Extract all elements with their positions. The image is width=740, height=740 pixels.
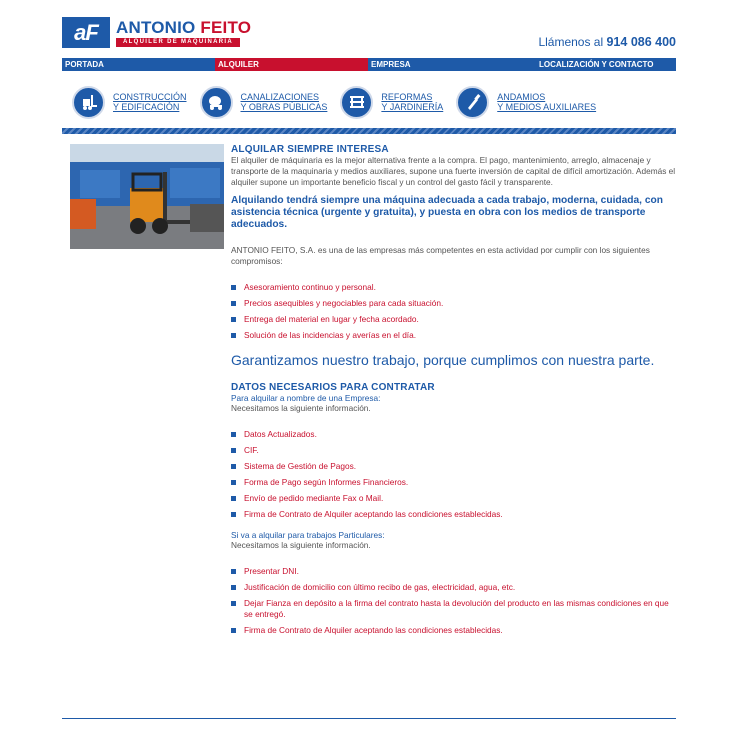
intro-paragraph: El alquiler de máquinaria es la mejor alternativa frente a la compra. El pago, mantenimiento, arreglo, almacenaje y transporte de la maquinaria y medios auxiliares, supone una fuerte inversión de capital de difícil amortización. Además el alquiler supone un importante beneficio fiscal y un control del gasto fácil y transparente. (231, 155, 676, 187)
service-andamios-label[interactable] (497, 92, 596, 112)
nav-localizacion-contacto[interactable]: LOCALIZACIÓN Y CONTACTO (523, 58, 676, 71)
service-andamios[interactable] (456, 86, 596, 119)
list-item: Envío de pedido mediante Fax o Mail. (231, 493, 677, 504)
phone-contact (538, 35, 676, 49)
company-subheading: Para alquilar a nombre de una Empresa: (231, 393, 381, 403)
decorative-stripe (62, 128, 676, 134)
list-item: Sistema de Gestión de Pagos. (231, 461, 677, 472)
content-text (231, 144, 677, 641)
logo-name-first: ANTONIO (116, 18, 201, 37)
phone-label: Llámenos al (538, 35, 607, 49)
cement-mixer-icon[interactable] (200, 86, 233, 119)
logo-mark[interactable]: aF (62, 17, 110, 48)
list-item: Dejar Fianza en depósito a la firma del contrato hasta la devolución del producto en las mismas condiciones en que se entregó. (231, 598, 677, 620)
phone-number: 914 086 400 (606, 35, 676, 49)
logo-name[interactable] (116, 18, 251, 38)
list-item: Solución de las incidencias y averías en el día. (231, 330, 677, 341)
list-item: Firma de Contrato de Alquiler aceptando las condiciones establecidas. (231, 509, 677, 520)
scaffold-icon[interactable] (340, 86, 373, 119)
service-label-line1: CANALIZACIONES (240, 92, 320, 102)
company-need-text: Necesitamos la siguiente información. (231, 403, 371, 413)
service-label-line1: CONSTRUCCIÓN (113, 92, 187, 102)
guarantee-statement: Garantizamos nuestro trabajo, porque cumplimos con nuestra parte. (231, 352, 655, 368)
nav-portada[interactable]: PORTADA (62, 58, 215, 71)
main-nav (62, 58, 676, 71)
private-subheading: Si va a alquilar para trabajos Particulares: (231, 530, 385, 540)
logo-name-second: FEITO (200, 18, 252, 37)
service-label-line1: REFORMAS (381, 92, 433, 102)
logo-tagline: ALQUILER DE MAQUINARIA (116, 38, 240, 47)
page (62, 0, 676, 635)
section-title: ALQUILAR SIEMPRE INTERESA (231, 144, 389, 155)
company-paragraph: ANTONIO FEITO, S.A. es una de las empresas más competentes en esta actividad por cumplir con los siguientes compromisos: (231, 245, 650, 266)
service-label-line2: Y OBRAS PÚBLICAS (240, 102, 328, 112)
list-item: Precios asequibles y negociables para cada situación. (231, 298, 677, 309)
service-label-line2: Y EDIFICACIÓN (113, 102, 180, 112)
list-item: Entrega del material en lugar y fecha acordado. (231, 314, 677, 325)
list-item: CIF. (231, 445, 677, 456)
list-item: Asesoramiento continuo y personal. (231, 282, 677, 293)
list-item: Presentar DNI. (231, 566, 677, 577)
highlight-paragraph: Alquilando tendrá siempre una máquina adecuada a cada trabajo, moderna, cuidada, con asistencia técnica (urgente y gratuita), y puesta en obra con los medios de transporte adecuados. (231, 195, 663, 230)
service-reformas[interactable] (340, 86, 443, 119)
list-item: Justificación de domicilio con último recibo de gas, electricidad, agua, etc. (231, 582, 677, 593)
company-requirements-list (231, 429, 677, 520)
service-label-line1: ANDAMIOS (497, 92, 546, 102)
service-label-line2: Y JARDINERÍA (381, 102, 444, 112)
service-canalizaciones[interactable] (200, 86, 328, 119)
nav-alquiler[interactable]: ALQUILER (215, 58, 368, 71)
list-item: Datos Actualizados. (231, 429, 677, 440)
services-bar (62, 82, 676, 122)
service-construccion-label[interactable] (113, 92, 187, 112)
data-required-title: DATOS NECESARIOS PARA CONTRATAR (231, 382, 435, 393)
private-requirements-list (231, 566, 677, 636)
forklift-photo (70, 144, 224, 249)
nav-empresa[interactable]: EMPRESA (368, 58, 523, 71)
list-item: Firma de Contrato de Alquiler aceptando las condiciones establecidas. (231, 625, 677, 636)
service-label-line2: Y MEDIOS AUXILIARES (497, 102, 597, 112)
service-reformas-label[interactable] (381, 92, 443, 112)
commitments-list (231, 282, 677, 341)
list-item: Forma de Pago según Informes Financieros. (231, 477, 677, 488)
private-need-text: Necesitamos la siguiente información. (231, 540, 371, 550)
service-canalizaciones-label[interactable] (241, 92, 328, 112)
forklift-icon[interactable] (72, 86, 105, 119)
drill-icon[interactable] (456, 86, 489, 119)
header (62, 0, 676, 48)
footer-divider (62, 718, 676, 719)
service-construccion[interactable] (72, 86, 187, 119)
